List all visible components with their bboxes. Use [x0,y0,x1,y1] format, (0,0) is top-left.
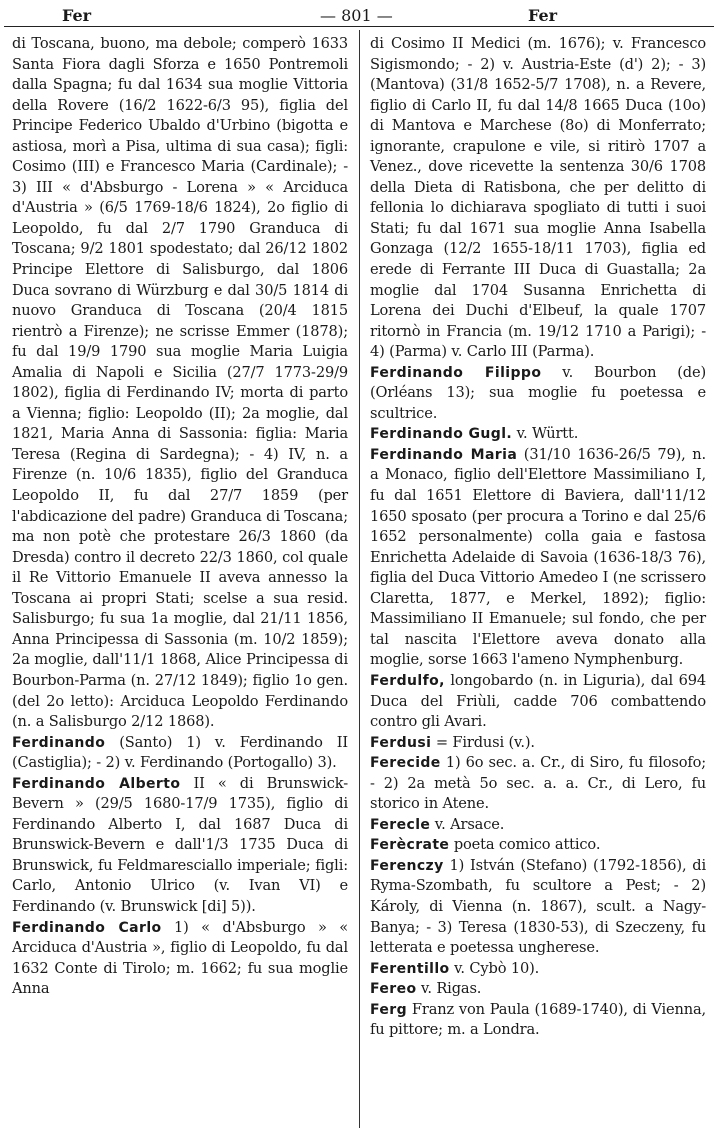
entry-text: (31/10 1636-26/5 79), n. a Monaco, figlio dell'Elettore Massimiliano I, fu dal 1651 Elettore di Baviera, dall'11/12 1650 sposato (per procura a Torino e dal 25/6 1652 personalmente) colla gaia e fastosa Enrichetta Adelaide di Savoia (1636-18/3 76), figlia del Duca Vittorio Amedeo I (ne scrissero Claretta, 1877, e Merkel, 1892); figlio: Massimiliano II Emanuele; sul fondo, che per tal nascita l'Elettore aveva donato alla moglie, sorse 1663 l'ameno Nymphenburg. [370,445,706,669]
running-head [0,4,718,28]
entry-text: = Firdusi (v.). [431,733,535,751]
running-head-left: Fer [62,6,92,25]
right-column [370,34,706,1041]
entry-text: longobardo (n. in Liguria), dal 694 Duca del Friùli, cadde 706 combattendo contro gli Avari. [370,671,706,731]
entry-text: II « di Brunswick-Bevern » (29/5 1680-17/9 1735), figlio di Ferdinando Alberto I, dal 1687 Duca di Brunswick-Bevern e dall'1/3 1735 Duca di Brunswick, fu Feldmaresciallo imperiale; figli: Carlo, Antonio Ulrico (v. Ivan VI) e Ferdinando (v. Brunswick [di] 5)). [12,774,348,915]
entry-ferecrate [370,835,706,856]
headword: Ferdusi [370,734,432,751]
entry-text: 1) 6o sec. a. Cr., di Siro, fu filosofo; - 2) 2a metà 5o sec. a. a. Cr., di Lero, fu storico in Atene. [370,754,706,813]
entry-ferdinando-carlo [12,918,348,1000]
left-column [12,34,348,1000]
entry-text: v. Bourbon (de) (Orléans 13); sua moglie fu poetessa e scultrice. [370,363,706,422]
entry-ferenczy [370,856,706,959]
entry-ferg [370,1000,706,1041]
entry-ferdulfo [370,671,706,733]
header-rule [4,26,714,27]
running-head-right: Fer [528,6,558,25]
headword: Ferècrate [370,837,450,854]
column-divider [359,30,360,1128]
entry-text: (Santo) 1) v. Ferdinando II (Castiglia); - 2) v. Ferdinando (Portogallo) 3). [12,733,348,772]
entry-ferdinando [12,733,348,774]
entry-ferecle [370,815,706,836]
entry-ferdinando-maria [370,445,706,671]
continued-entry-text: di Cosimo II Medici (m. 1676); v. Francesco Sigismondo; - 2) v. Austria-Este (d') 2); - 3) (Mantova) (31/8 1652-5/7 1708), n. a Revere, figlio di Carlo II, fu dal 14/8 1665 Duca (10o) di Mantova e Marchese (8o) di Monferrato; ignorante, crapulone e vile, si ritirò 1707 a Venez., dove ricevette la sentenza 30/6 1708 della Dieta di Ratisbona, che per delitto di fellonia lo dichiarava spogliato di tutti i suoi Stati; fu dal 1671 sua moglie Anna Isabella Gonzaga (12/2 1655-18/11 1703), figlia ed erede di Ferrante III Duca di Guastalla; 2a moglie dal 1704 Susanna Enrichetta di Lorena dei Duchi d'Elbeuf, la quale 1707 ritornò in Francia (m. 19/12 1710 a Parigi); - 4) (Parma) v. Carlo III (Parma). [370,35,706,361]
headword: Ferdinando Alberto [12,775,181,792]
headword: Fereo [370,981,417,998]
headword: Ferenczy [370,857,444,874]
entry-ferentillo [370,959,706,980]
headword: Ferecide [370,755,441,772]
entry-text: poeta comico attico. [449,836,601,854]
page-number: — 801 — [320,6,393,25]
continued-entry-text: di Toscana, buono, ma debole; comperò 1633 Santa Fiora dagli Sforza e 1650 Pontremoli dalla Spagna; fu dal 1634 sua moglie Vittoria della Rovere (16/2 1622-6/3 95), figlia del Principe Federico Ubaldo d'Urbino (bigotta e astiosa, morì a Pisa, ultima di sua casa); figli: Cosimo (III) e Francesco Maria (Cardinale); - 3) III « d'Absburgo - Lorena » « Arciduca d'Austria » (6/5 1769-18/6 1824), 2o figlio di Leopoldo, fu dal 2/7 1790 Granduca di Toscana; 9/2 1801 spodestato; dal 26/12 1802 Principe Elettore di Salisburgo, dal 1806 Duca sovrano di Würzburg e dal 30/5 1814 di nuovo Granduca di Toscana (20/4 1815 rientrò a Firenze); ne scrisse Emmer (1878); fu dal 19/9 1790 sua moglie Maria Luigia Amalia di Napoli e Sicilia (27/7 1773-29/9 1802), figlia di Ferdinando IV; morta di parto a Vienna; figlio: Leopoldo (II); 2a moglie, dal 1821, Maria Anna di Sassonia: figlia: Maria Teresa (Regina di Sardegna); - 4) IV, n. a Firenze (n. 10/6 1835), figlio del Granduca Leopoldo II, fu dal 27/7 1859 (per l'abdicazione del padre) Granduca di Toscana; ma non potè che protestare 26/3 1860 (da Dresda) contro il decreto 22/3 1860, col quale il Re Vittorio Emanuele II aveva annesso la Toscana ai propri Stati; scelse a sua resid. Salisburgo; fu sua 1a moglie, dal 21/11 1856, Anna Principessa di Sassonia (m. 10/2 1859); 2a moglie, dall'11/1 1868, Alice Principessa di Bourbon-Parma (n. 27/12 1849); figlio 1o gen. (del 2o letto): Arciduca Leopoldo Ferdinando (n. a Salisburgo 2/12 1868). [12,35,348,731]
headword: Ferdulfo, [370,672,445,689]
entry-text: 1) « d'Absburgo » « Arciduca d'Austria », figlio di Leopoldo, fu dal 1632 Conte di Tirolo; m. 1662; fu sua moglie Anna [12,918,348,998]
entry-fereo [370,979,706,1000]
headword: Ferdinando Gugl. [370,426,513,443]
headword: Ferg [370,1001,408,1018]
headword: Ferdinando Carlo [12,919,162,936]
entry-text: v. Württ. [512,425,579,443]
entry-ferecide [370,753,706,815]
headword: Ferdinando [12,734,106,751]
headword: Ferdinando Maria [370,446,518,463]
headword: Ferentillo [370,960,450,977]
entry-text: Franz von Paula (1689-1740), di Vienna, fu pittore; m. a Londra. [370,1000,706,1039]
entry-text: v. Rigas. [416,980,482,998]
headword: Ferdinando Filippo [370,364,542,381]
entry-ferdinando-alberto [12,774,348,918]
entry-ferdusi [370,733,706,754]
entry-ferdinando-gugl [370,424,706,445]
entry-text: v. Arsace. [430,815,505,833]
entry-ferdinando-filippo [370,363,706,425]
headword: Ferecle [370,816,431,833]
entry-text: v. Cybò 10). [449,959,540,977]
entry-text: 1) István (Stefano) (1792-1856), di Ryma-Szombath, fu scultore a Pest; - 2) Károly, di Vienna (n. 1867), scult. a Nagy-Banya; - 3) Teresa (1830-53), di Szeczeny, fu letterata e poetessa ungherese. [370,856,706,957]
